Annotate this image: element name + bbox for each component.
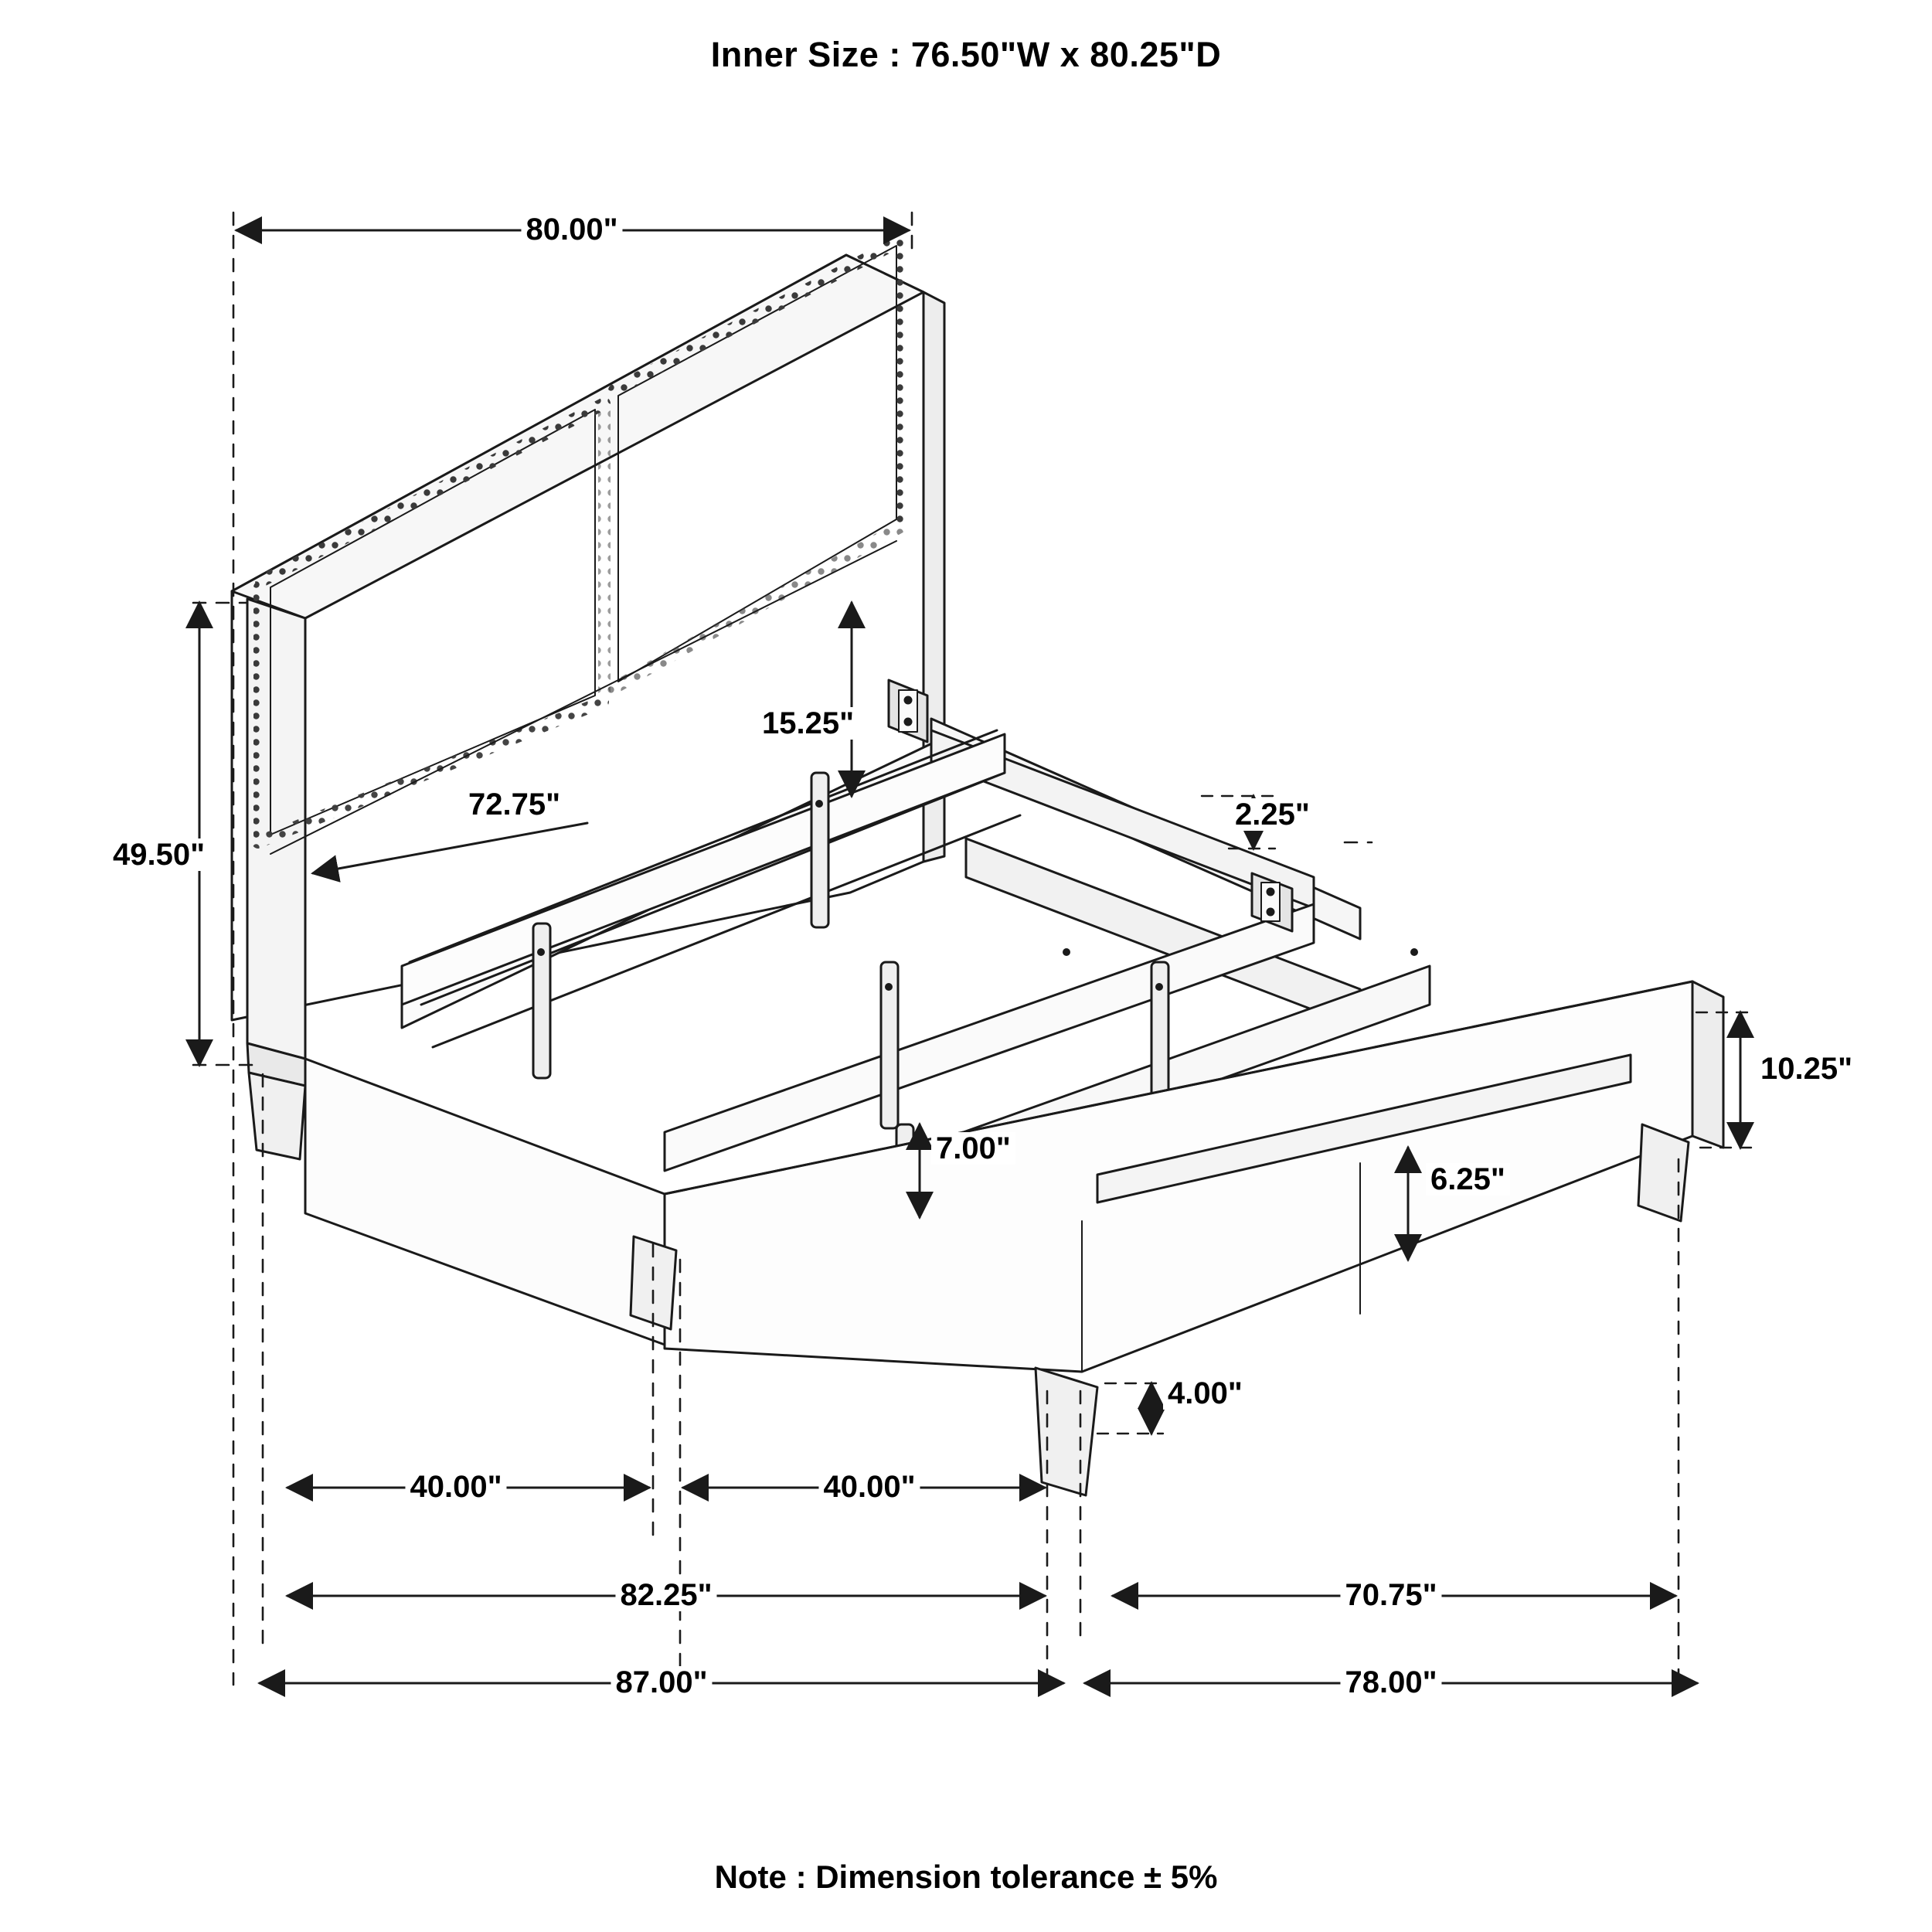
dim-overall-length: 87.00" (611, 1666, 712, 1699)
tolerance-note: Note : Dimension tolerance ± 5% (714, 1859, 1218, 1895)
dim-leg-span-right: 40.00" (818, 1471, 920, 1503)
dim-inner-length: 82.25" (615, 1579, 716, 1611)
dim-slat-clearance: 7.00" (931, 1132, 1015, 1165)
headboard (232, 255, 944, 1086)
dim-inner-width: 70.75" (1340, 1579, 1441, 1611)
dim-headboard-panel-width: 72.75" (464, 788, 565, 821)
page-title: Inner Size : 76.50"W x 80.25"D (710, 35, 1222, 74)
dim-side-rail-height: 10.25" (1756, 1053, 1857, 1085)
dim-leg-span-left: 40.00" (405, 1471, 506, 1503)
dim-headboard-width: 80.00" (521, 213, 622, 246)
dim-overall-width: 78.00" (1340, 1666, 1441, 1699)
bed-base-panels (305, 974, 1723, 1484)
dim-overall-height: 49.50" (108, 838, 209, 871)
dim-rail-height: 6.25" (1426, 1163, 1510, 1196)
dim-leg-height: 4.00" (1163, 1377, 1247, 1410)
dim-rail-top-offset: 2.25" (1230, 798, 1315, 831)
dim-headboard-panel-height: 15.25" (757, 707, 859, 740)
